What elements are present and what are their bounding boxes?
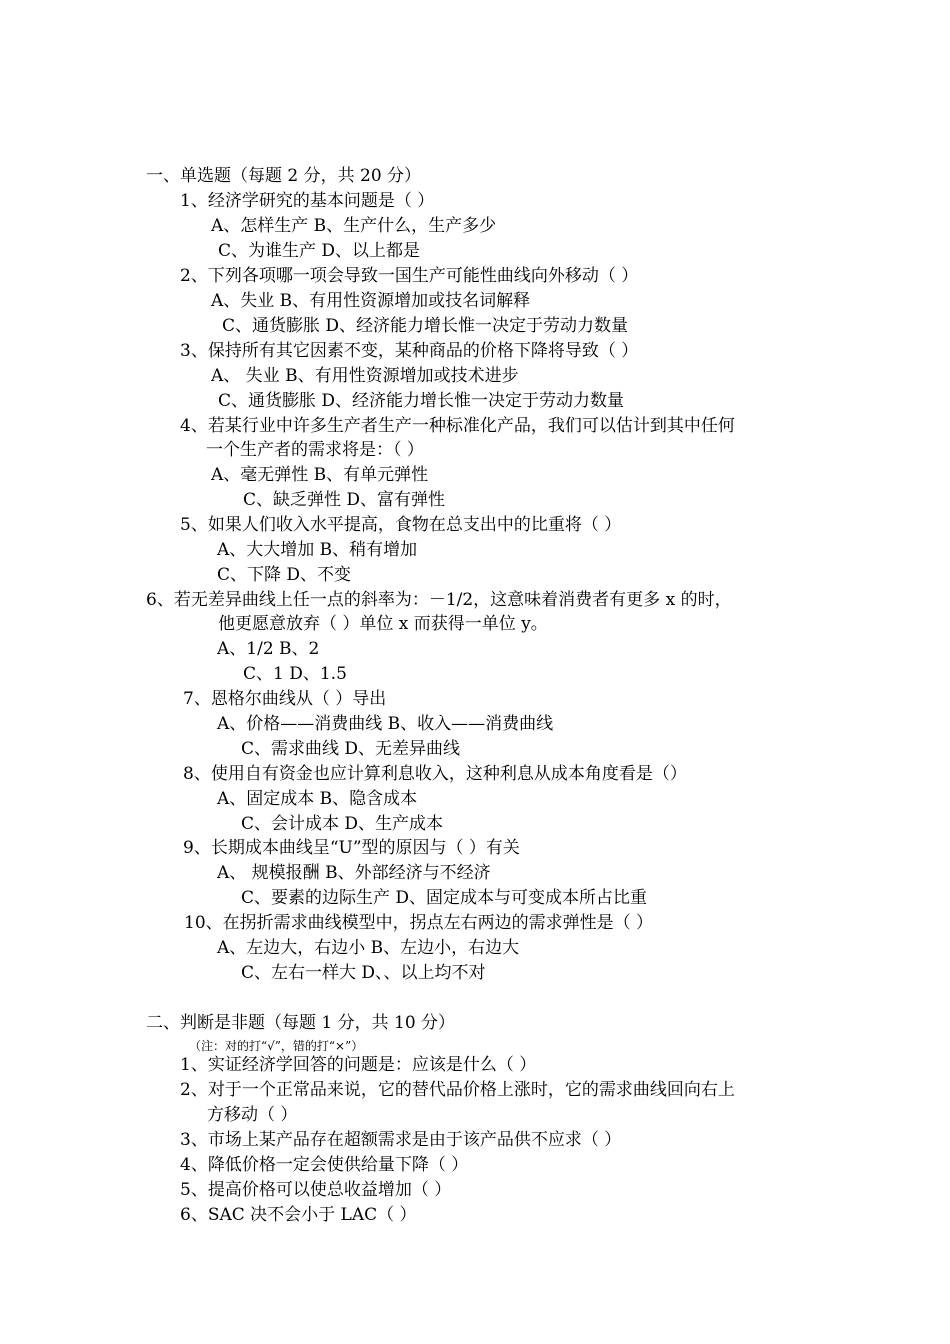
section2-heading: 二、判断是非题（每题 1 分，共 10 分） [146, 1013, 456, 1033]
section2-note: （注：对的打“√”，错的打“×”） [189, 1039, 364, 1053]
q1-text: 1、经济学研究的基本问题是（ ） [180, 191, 435, 211]
q8-text: 8、使用自有资金也应计算利息收入，这种利息从成本角度看是（） [183, 764, 687, 784]
q7-text: 7、恩格尔曲线从（ ）导出 [183, 689, 387, 709]
q9-text: 9、长期成本曲线呈“U”型的原因与（ ）有关 [183, 838, 520, 858]
judge-item: 3、市场上某产品存在超额需求是由于该产品供不应求（ ） [180, 1130, 622, 1150]
q5-options-cd: C、下降 D、不变 [217, 565, 352, 585]
section1-heading: 一、单选题（每题 2 分，共 20 分） [146, 166, 422, 186]
q4-options-cd: C、缺乏弹性 D、富有弹性 [243, 490, 446, 510]
q8-options-cd: C、会计成本 D、生产成本 [241, 814, 444, 834]
q1-options-cd: C、为谁生产 D、以上都是 [218, 241, 421, 261]
q3-text: 3、保持所有其它因素不变，某种商品的价格下降将导致（ ） [180, 341, 639, 361]
q9-options-ab: A、 规模报酬 B、外部经济与不经济 [217, 863, 491, 883]
q6-text-line2: 他更愿意放弃（ ）单位 x 而获得一单位 y。 [218, 614, 548, 634]
q1-options-ab: A、怎样生产 B、生产什么，生产多少 [211, 216, 497, 236]
q6-text-line1: 6、若无差异曲线上任一点的斜率为：－1/2，这意味着消费者有更多 x 的时， [146, 590, 732, 610]
q2-options-cd: C、通货膨胀 D、经济能力增长惟一决定于劳动力数量 [222, 316, 629, 336]
judge-item: 6、SAC 决不会小于 LAC（ ） [180, 1205, 417, 1225]
q10-text: 10、在拐折需求曲线模型中，拐点左右两边的需求弹性是（ ） [184, 913, 654, 933]
q10-options-cd: C、左右一样大 D、、以上均不对 [241, 963, 486, 983]
q4-text-line2: 一个生产者的需求将是：（ ） [206, 440, 424, 460]
q6-options-ab: A、1/2 B、2 [217, 639, 320, 659]
q5-text: 5、如果人们收入水平提高，食物在总支出中的比重将（ ） [180, 515, 622, 535]
q6-options-cd: C、1 D、1.5 [243, 664, 347, 684]
q4-text-line1: 4、若某行业中许多生产者生产一种标准化产品，我们可以估计到其中任何 [180, 416, 735, 436]
judge-item: 1、实证经济学回答的问题是：应该是什么（ ） [180, 1055, 537, 1075]
q4-options-ab: A、毫无弹性 B、有单元弹性 [211, 465, 429, 485]
q3-options-cd: C、通货膨胀 D、经济能力增长惟一决定于劳动力数量 [218, 391, 625, 411]
judge-item: 4、降低价格一定会使供给量下降（ ） [180, 1155, 469, 1175]
q2-text: 2、下列各项哪一项会导致一国生产可能性曲线向外移动（ ） [180, 266, 639, 286]
q7-options-ab: A、价格——消费曲线 B、收入——消费曲线 [217, 714, 554, 734]
judge-item: 5、提高价格可以使总收益增加（ ） [180, 1180, 452, 1200]
q3-options-ab: A、 失业 B、有用性资源增加或技术进步 [211, 366, 519, 386]
judge-item-continued: 方移动（ ） [207, 1105, 298, 1125]
q10-options-ab: A、左边大，右边小 B、左边小，右边大 [217, 938, 520, 958]
judge-item: 2、对于一个正常品来说，它的替代品价格上涨时，它的需求曲线回向右上 [180, 1080, 735, 1100]
q7-options-cd: C、需求曲线 D、无差异曲线 [241, 739, 461, 759]
q5-options-ab: A、大大增加 B、稍有增加 [217, 540, 418, 560]
q9-options-cd: C、要素的边际生产 D、固定成本与可变成本所占比重 [241, 888, 648, 908]
q8-options-ab: A、固定成本 B、隐含成本 [217, 789, 418, 809]
q2-options-ab: A、失业 B、有用性资源增加或技名词解释 [211, 291, 531, 311]
